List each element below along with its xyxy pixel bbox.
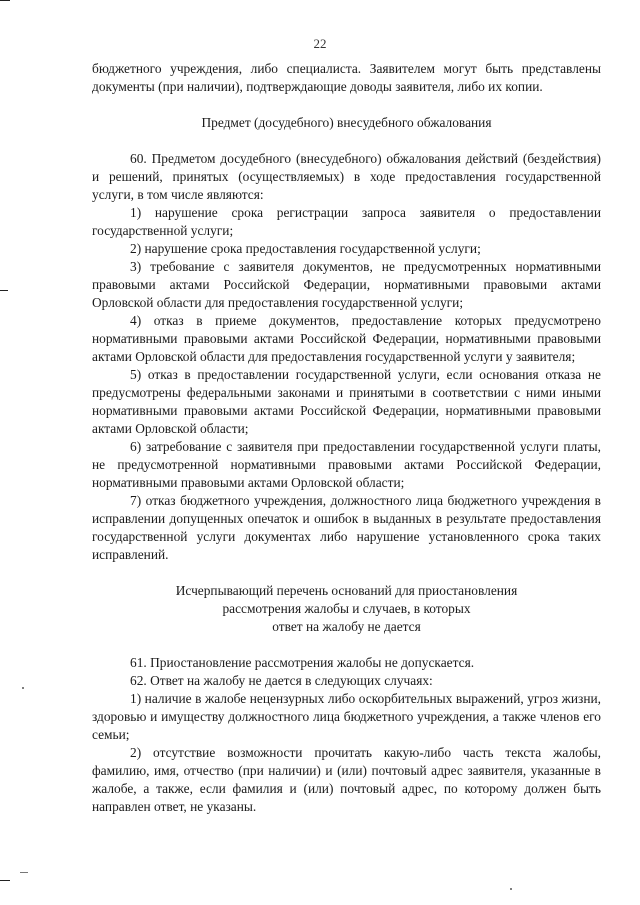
list-item: 1) нарушение срока регистрации запроса заявителя о предоставлении государственной услуги; [92,205,601,238]
list-item: 2) отсутствие возможности прочитать какую-либо часть текста жалобы, фамилию, имя, отчество (при наличии) и (или) почтовый адрес заявителя, указанные в жалобе, а также, если фамилия и (или) почтовый адрес, по которому должен быть направлен ответ, не указаны. [92,745,601,814]
scan-edge-mark-left [0,290,8,291]
scan-speck-bottom [510,888,512,890]
list-item: 6) затребование с заявителя при предоставлении государственной услуги платы, не предусмотренной нормативными правовыми актами Российской Федерации, нормативными правовыми актами Орловской области; [92,439,601,490]
continuation-paragraph: бюджетного учреждения, либо специалиста. Заявителем могут быть представлены документы (при наличии), подтверждающие доводы заявителя, либо их копии. [92,61,601,94]
list-item: 1) наличие в жалобе нецензурных либо оскорбительных выражений, угроз жизни, здоровью и имуществу должностного лица бюджетного учреждения, а также членов его семьи; [92,691,601,742]
heading-line: Исчерпывающий перечень оснований для приостановления [175,583,518,598]
list-item: 3) требование с заявителя документов, не предусмотренных нормативными правовыми актами Российской Федерации, нормативными правовыми актами Орловской области для предоставления государственной услуги; [92,259,601,310]
heading-line: рассмотрения жалобы и случаев, в которых [222,601,471,616]
paragraph-60: 60. Предметом досудебного (внесудебного) обжалования действий (бездействия) и решений, принятых (осуществляемых) в ходе предоставления государственной услуги, в том числе являются: [92,151,601,202]
page-number: 22 [313,36,327,51]
heading-line: ответ на жалобу не дается [272,619,421,634]
scan-speck [22,687,24,689]
paragraph-61: 61. Приостановление рассмотрения жалобы не допускается. [130,655,475,670]
section-heading-appeal-subject: Предмет (досудебного) внесудебного обжалования [201,115,492,130]
list-item: 4) отказ в приеме документов, предоставление которых предусмотрено нормативными правовыми актами Российской Федерации, нормативными правовыми актами Орловской области для предоставления государственной услуги у заявителя; [92,313,601,364]
list-item: 2) нарушение срока предоставления государственной услуги; [130,241,481,256]
section-heading-suspension-grounds [92,582,601,636]
list-item: 5) отказ в предоставлении государственной услуги, если основания отказа не предусмотрены федеральными законами и принятыми в соответствии с ними иными нормативными правовыми актами Российской Федерации, нормативными правовыми актами Орловской области; [92,367,601,436]
scan-edge-mark-bottom [20,872,28,873]
document-body [92,60,601,816]
paragraph-62: 62. Ответ на жалобу не дается в следующих случаях: [130,673,433,688]
scan-edge-mark-top [0,0,10,1]
list-item: 7) отказ бюджетного учреждения, должностного лица бюджетного учреждения в исправлении допущенных опечаток и ошибок в выданных в результате предоставления государственной услуги документах либо нарушение установленного срока таких исправлений. [92,493,601,562]
scan-edge-mark-corner [0,880,10,881]
